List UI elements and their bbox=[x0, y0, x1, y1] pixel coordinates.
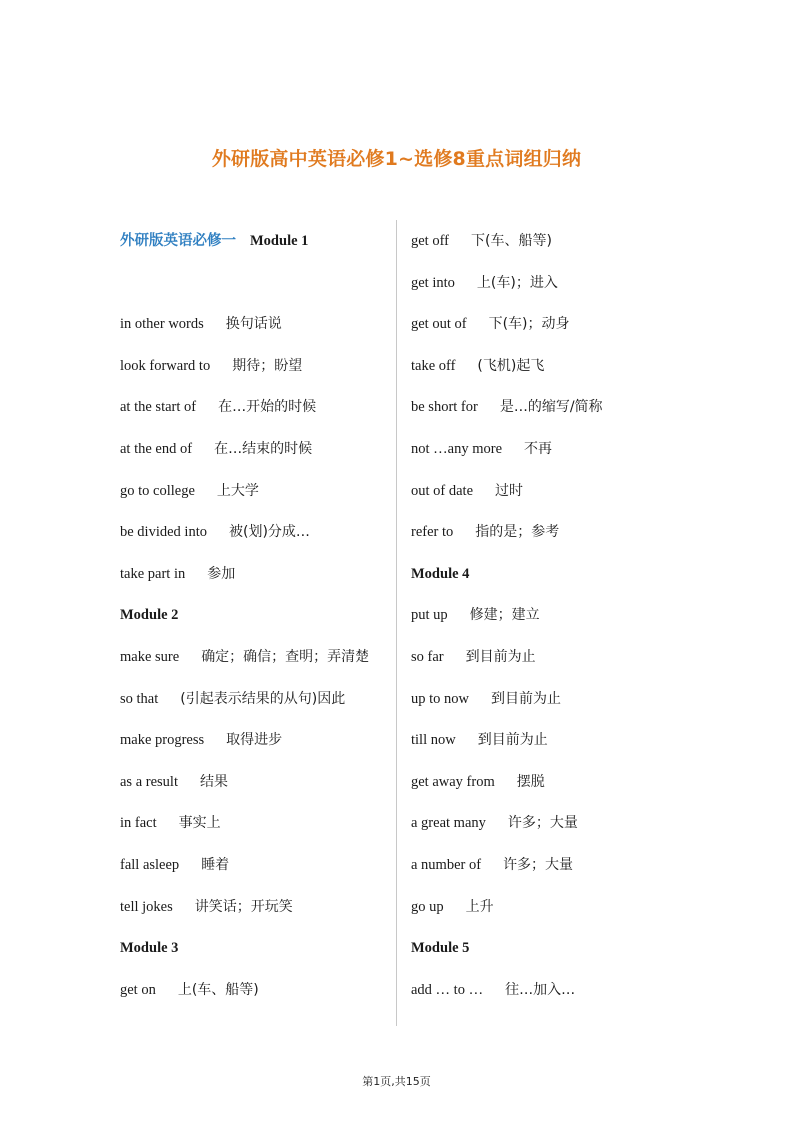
right-column bbox=[411, 224, 681, 1014]
phrase-chinese: 到目前为止 bbox=[465, 648, 536, 665]
phrase-chinese: 参加 bbox=[207, 565, 236, 582]
phrase-english: in other words bbox=[120, 316, 204, 333]
section-heading bbox=[120, 224, 390, 266]
phrase-entry bbox=[120, 640, 390, 682]
phrase-chinese: 修建；建立 bbox=[469, 607, 540, 624]
phrase-chinese: 摆脱 bbox=[516, 773, 545, 790]
phrase-english: put up bbox=[411, 607, 448, 624]
module-heading: Module 2 bbox=[120, 607, 179, 624]
phrase-chinese: 到目前为止 bbox=[477, 732, 548, 749]
phrase-chinese: 上大学 bbox=[216, 482, 259, 499]
phrase-entry bbox=[411, 806, 681, 848]
phrase-chinese: 讲笑话；开玩笑 bbox=[194, 898, 293, 915]
phrase-entry bbox=[411, 432, 681, 474]
phrase-entry bbox=[120, 432, 390, 474]
phrase-english: be short for bbox=[411, 399, 478, 416]
phrase-chinese: 上(车)；进入 bbox=[476, 274, 558, 291]
phrase-english: at the start of bbox=[120, 399, 197, 416]
phrase-chinese: (飞机)起飞 bbox=[477, 357, 545, 374]
phrase-english: go to college bbox=[120, 482, 195, 499]
phrase-english: a number of bbox=[411, 856, 482, 873]
phrase-entry bbox=[411, 598, 681, 640]
phrase-entry bbox=[411, 515, 681, 557]
phrase-entry bbox=[411, 474, 681, 516]
document-title: 外研版高中英语必修1~选修8重点词组归纳 bbox=[211, 148, 582, 170]
phrase-entry bbox=[120, 890, 390, 932]
phrase-english: make sure bbox=[120, 648, 180, 665]
phrase-entry bbox=[411, 765, 681, 807]
phrase-entry bbox=[411, 224, 681, 266]
phrase-english: out of date bbox=[411, 482, 474, 499]
page-footer: 第1页,共15页 bbox=[362, 1075, 431, 1088]
phrase-english: in fact bbox=[120, 815, 157, 832]
phrase-entry bbox=[411, 640, 681, 682]
phrase-entry bbox=[120, 349, 390, 391]
phrase-entry bbox=[120, 474, 390, 516]
phrase-chinese: 许多；大量 bbox=[507, 815, 578, 832]
phrase-entry bbox=[120, 765, 390, 807]
phrase-chinese: 确定；确信；查明；弄清楚 bbox=[201, 648, 370, 665]
phrase-entry bbox=[120, 390, 390, 432]
phrase-chinese: 过时 bbox=[495, 482, 524, 499]
phrase-english: at the end of bbox=[120, 440, 193, 457]
phrase-entry bbox=[411, 723, 681, 765]
phrase-english: as a result bbox=[120, 773, 178, 790]
module-heading: Module 5 bbox=[411, 940, 470, 957]
phrase-chinese: 在…开始的时候 bbox=[218, 399, 317, 416]
phrase-english: look forward to bbox=[120, 357, 211, 374]
phrase-chinese: 取得进步 bbox=[226, 732, 283, 749]
phrase-english: tell jokes bbox=[120, 898, 173, 915]
phrase-chinese: 不再 bbox=[524, 440, 553, 457]
phrase-english: up to now bbox=[411, 690, 469, 707]
phrase-chinese: 被(划)分成… bbox=[229, 524, 310, 541]
phrase-english: till now bbox=[411, 732, 456, 749]
phrase-english: get off bbox=[411, 233, 449, 249]
phrase-chinese: (引起表示结果的从句)因此 bbox=[180, 690, 346, 707]
phrase-english: take part in bbox=[120, 565, 186, 582]
phrase-entry bbox=[411, 349, 681, 391]
phrase-chinese: 换句话说 bbox=[225, 316, 282, 333]
phrase-chinese: 事实上 bbox=[178, 815, 221, 832]
phrase-entry bbox=[411, 390, 681, 432]
phrase-english: make progress bbox=[120, 732, 205, 749]
phrase-english: not …any more bbox=[411, 440, 503, 457]
module-heading: Module 4 bbox=[411, 565, 470, 582]
phrase-english: go up bbox=[411, 898, 444, 915]
column-divider bbox=[396, 220, 397, 1026]
phrase-english: refer to bbox=[411, 524, 454, 541]
phrase-english: get into bbox=[411, 274, 455, 291]
left-column bbox=[120, 224, 390, 1014]
phrase-english: fall asleep bbox=[120, 856, 180, 873]
phrase-english: so far bbox=[411, 648, 444, 665]
phrase-entry bbox=[411, 973, 681, 1015]
phrase-chinese: 期待；盼望 bbox=[232, 357, 303, 374]
phrase-entry bbox=[120, 515, 390, 557]
section-heading-cn: 外研版英语必修一 bbox=[120, 233, 236, 249]
phrase-entry bbox=[120, 307, 390, 349]
phrase-entry bbox=[411, 890, 681, 932]
phrase-chinese: 上(车、船等) bbox=[177, 981, 259, 998]
phrase-entry bbox=[120, 806, 390, 848]
phrase-chinese: 在…结束的时候 bbox=[214, 440, 313, 457]
phrase-entry bbox=[411, 307, 681, 349]
phrase-chinese: 睡着 bbox=[201, 856, 230, 873]
phrase-entry bbox=[120, 682, 390, 724]
phrase-chinese: 上升 bbox=[465, 898, 494, 915]
phrase-english: get on bbox=[120, 981, 156, 998]
phrase-entry bbox=[120, 723, 390, 765]
phrase-entry bbox=[411, 682, 681, 724]
phrase-chinese: 指的是；参考 bbox=[475, 524, 560, 541]
phrase-chinese: 许多；大量 bbox=[503, 856, 574, 873]
module-heading: Module 3 bbox=[120, 940, 179, 957]
phrase-entry bbox=[120, 848, 390, 890]
phrase-chinese: 往…加入… bbox=[505, 981, 576, 998]
phrase-chinese: 下(车)；动身 bbox=[488, 316, 570, 333]
phrase-english: take off bbox=[411, 357, 456, 374]
phrase-english: get away from bbox=[411, 773, 495, 790]
phrase-entry bbox=[411, 848, 681, 890]
phrase-english: get out of bbox=[411, 316, 467, 333]
phrase-english: add … to … bbox=[411, 981, 484, 998]
phrase-english: so that bbox=[120, 690, 159, 707]
phrase-chinese: 结果 bbox=[199, 773, 228, 790]
section-heading-module: Module 1 bbox=[250, 233, 309, 249]
phrase-entry bbox=[411, 266, 681, 308]
phrase-chinese: 到目前为止 bbox=[491, 690, 561, 707]
blank-line bbox=[120, 266, 390, 308]
phrase-english: be divided into bbox=[120, 524, 207, 541]
phrase-entry bbox=[120, 557, 390, 599]
phrase-chinese: 下(车、船等) bbox=[471, 233, 552, 249]
phrase-entry bbox=[120, 973, 390, 1015]
phrase-english: a great many bbox=[411, 815, 486, 832]
phrase-chinese: 是…的缩写/简称 bbox=[499, 399, 603, 416]
